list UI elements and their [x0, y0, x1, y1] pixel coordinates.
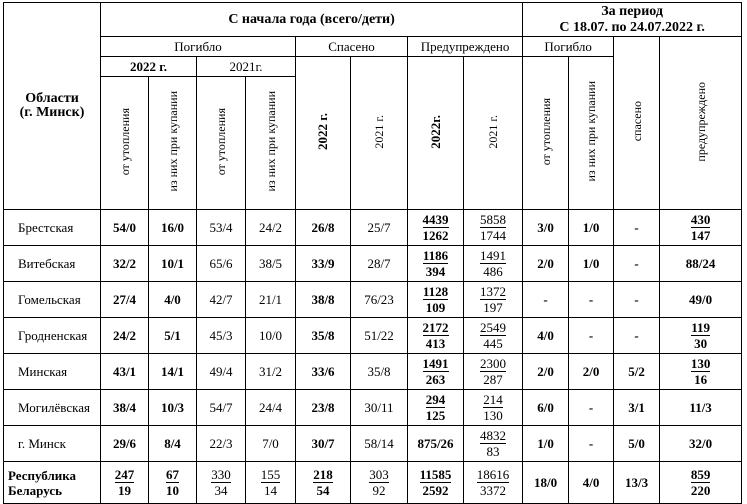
fraction-value: [691, 320, 710, 351]
died-2021-cell: 45/3: [197, 318, 246, 354]
numerator: 2172: [422, 320, 449, 335]
denominator: 92: [372, 483, 386, 498]
denominator: 394: [425, 264, 446, 279]
denominator: 445: [483, 336, 503, 351]
since-year-header: С начала года (всего/дети): [101, 3, 523, 37]
period-saved-cell: 3/1: [614, 390, 660, 426]
prevented-header: Предупреждено: [408, 37, 523, 57]
prevented-2021-header: 2021 г.: [464, 57, 523, 210]
numerator: 155: [260, 467, 281, 482]
period-prevented-cell: [660, 462, 742, 504]
died-header: Погибло: [101, 37, 296, 57]
saved-2021-cell: 58/14: [351, 426, 408, 462]
prevented-2022-cell: [408, 318, 464, 354]
period-header: За период С 18.07. по 24.07.2022 г.: [523, 3, 742, 37]
period-drowning-header: от утопления: [523, 57, 569, 210]
period-died-cell: 1/0: [523, 426, 569, 462]
fraction-value: [420, 467, 452, 498]
denominator: 125: [425, 408, 446, 423]
region-name: Брестская: [4, 210, 101, 246]
fraction-value: [166, 467, 179, 498]
prevented-2022-cell: [408, 390, 464, 426]
region-name: Республика Беларусь: [4, 462, 101, 504]
saved-2021-cell: 30/11: [351, 390, 408, 426]
died-2021-cell: 42/7: [197, 282, 246, 318]
saved-2022-cell: 38/8: [296, 282, 351, 318]
region-name: Витебская: [4, 246, 101, 282]
saved-2022-cell: 30/7: [296, 426, 351, 462]
bathing-2022-cell: 4/0: [149, 282, 197, 318]
numerator: 214: [483, 392, 503, 407]
prevented-2021-cell: [464, 210, 523, 246]
period-saved-cell: 5/2: [614, 354, 660, 390]
saved-2022-cell: 33/9: [296, 246, 351, 282]
saved-2021-cell: 28/7: [351, 246, 408, 282]
period-prevented-cell: 49/0: [660, 282, 742, 318]
region-name: Гродненская: [4, 318, 101, 354]
region-name: г. Минск: [4, 426, 101, 462]
period-died-cell: -: [523, 282, 569, 318]
region-name: Гомельская: [4, 282, 101, 318]
table-row: [4, 318, 742, 354]
bathing-2021-cell: 21/1: [246, 282, 296, 318]
fraction-value: [313, 467, 333, 498]
prevented-2021-cell: [464, 282, 523, 318]
period-bathing-cell: 4/0: [569, 462, 614, 504]
denominator: 263: [425, 372, 446, 387]
period-saved-cell: 5/0: [614, 426, 660, 462]
saved-2021-cell: 25/7: [351, 210, 408, 246]
numerator: 1491: [480, 248, 507, 263]
statistics-table-container: [3, 2, 741, 498]
period-died-cell: 6/0: [523, 390, 569, 426]
period-saved-cell: -: [614, 282, 660, 318]
died-2022-cell: 24/2: [101, 318, 149, 354]
period-bathing-header: из них при купании: [569, 57, 614, 210]
bathing-2022-cell: 10/1: [149, 246, 197, 282]
table-row: [4, 282, 742, 318]
period-died-header: Погибло: [523, 37, 614, 57]
denominator: 2592: [422, 483, 449, 498]
period-prevented-cell: 11/3: [660, 390, 742, 426]
fraction-value: [480, 212, 506, 243]
period-prevented-cell: 88/24: [660, 246, 742, 282]
numerator: 1491: [422, 356, 449, 371]
fraction-value: [480, 428, 506, 459]
numerator: 294: [425, 392, 446, 407]
region-name: Могилёвская: [4, 390, 101, 426]
numerator: 119: [691, 320, 710, 335]
died-2022-cell: 29/6: [101, 426, 149, 462]
numerator: 1128: [422, 284, 449, 299]
numerator: 247: [114, 467, 135, 482]
bathing-2021-cell: 7/0: [246, 426, 296, 462]
saved-2022-header: 2022 г.: [296, 57, 351, 210]
numerator: 67: [166, 467, 179, 482]
saved-2021-cell: [351, 462, 408, 504]
fraction-value: [369, 467, 389, 498]
denominator: 83: [486, 444, 500, 459]
period-bathing-cell: 1/0: [569, 246, 614, 282]
saved-2022-cell: 33/6: [296, 354, 351, 390]
prevented-2022-cell: [408, 282, 464, 318]
saved-2021-cell: 35/8: [351, 354, 408, 390]
table-row: [4, 210, 742, 246]
fraction-value: [691, 212, 711, 243]
saved-2022-cell: 23/8: [296, 390, 351, 426]
period-died-cell: 3/0: [523, 210, 569, 246]
fraction-value: [480, 284, 506, 315]
died-2022-cell: 43/1: [101, 354, 149, 390]
numerator: 430: [690, 212, 711, 227]
saved-2021-cell: 76/23: [351, 282, 408, 318]
numerator: 218: [313, 467, 333, 482]
period-bathing-cell: 2/0: [569, 354, 614, 390]
period-saved-cell: -: [614, 246, 660, 282]
bathing-2021-cell: 24/4: [246, 390, 296, 426]
saved-2021-cell: 51/22: [351, 318, 408, 354]
table-row: [4, 462, 742, 504]
region-name: Минская: [4, 354, 101, 390]
bathing-2021-cell: 38/5: [246, 246, 296, 282]
fraction-value: [261, 467, 281, 498]
period-prevented-cell: [660, 210, 742, 246]
fraction-value: [423, 212, 449, 243]
period-bathing-cell: -: [569, 282, 614, 318]
period-bathing-cell: -: [569, 390, 614, 426]
prevented-2022-cell: 875/26: [408, 426, 464, 462]
numerator: 1372: [480, 284, 507, 299]
bathing-2022-cell: 16/0: [149, 210, 197, 246]
table-row: [4, 246, 742, 282]
period-bathing-cell: -: [569, 318, 614, 354]
died-2022-cell: 54/0: [101, 210, 149, 246]
numerator: 2300: [480, 356, 507, 371]
bathing-2021-cell: 10/0: [246, 318, 296, 354]
died-2022-cell: 32/2: [101, 246, 149, 282]
denominator: 109: [425, 300, 446, 315]
saved-header: Спасено: [296, 37, 408, 57]
died-2021-cell: 53/4: [197, 210, 246, 246]
prevented-2022-cell: [408, 210, 464, 246]
fraction-value: [477, 467, 510, 498]
denominator: 10: [166, 483, 179, 498]
numerator: 859: [690, 467, 711, 482]
period-died-cell: 4/0: [523, 318, 569, 354]
prevented-2022-cell: [408, 462, 464, 504]
fraction-value: [480, 320, 506, 351]
died-2022-drowning-header: от утопления: [101, 77, 149, 210]
died-2021-header: 2021г.: [197, 57, 296, 77]
table-row: [4, 426, 742, 462]
bathing-2021-cell: [246, 462, 296, 504]
bathing-2022-cell: 8/4: [149, 426, 197, 462]
prevented-2021-cell: [464, 318, 523, 354]
period-saved-cell: -: [614, 318, 660, 354]
denominator: 54: [316, 483, 330, 498]
denominator: 486: [483, 264, 503, 279]
region-column-header: Области (г. Минск): [4, 3, 101, 210]
bathing-2021-cell: 31/2: [246, 354, 296, 390]
period-died-cell: 2/0: [523, 246, 569, 282]
period-died-cell: 18/0: [523, 462, 569, 504]
numerator: 2549: [480, 320, 507, 335]
denominator: 34: [214, 483, 228, 498]
fraction-value: [423, 248, 448, 279]
denominator: 287: [483, 372, 503, 387]
period-prevented-cell: 32/0: [660, 426, 742, 462]
prevented-2022-header: 2022г.: [408, 57, 464, 210]
fraction-value: [115, 467, 135, 498]
denominator: 16: [694, 372, 708, 387]
period-saved-cell: -: [614, 210, 660, 246]
numerator: 130: [690, 356, 711, 371]
died-2021-cell: 22/3: [197, 426, 246, 462]
denominator: 1744: [480, 228, 507, 243]
numerator: 4832: [480, 428, 507, 443]
fraction-value: [423, 356, 449, 387]
fraction-value: [691, 467, 711, 498]
prevented-2022-cell: [408, 354, 464, 390]
fraction-value: [423, 284, 448, 315]
fraction-value: [423, 320, 449, 351]
denominator: 130: [483, 408, 503, 423]
prevented-2021-cell: [464, 426, 523, 462]
fraction-value: [483, 392, 503, 423]
denominator: 1262: [422, 228, 449, 243]
period-saved-cell: 13/3: [614, 462, 660, 504]
numerator: 11585: [419, 467, 452, 482]
saved-2022-cell: [296, 462, 351, 504]
denominator: 220: [690, 483, 711, 498]
saved-2021-header: 2021 г.: [351, 57, 408, 210]
saved-2022-cell: 35/8: [296, 318, 351, 354]
prevented-2021-cell: [464, 462, 523, 504]
bathing-2022-cell: 5/1: [149, 318, 197, 354]
table-row: [4, 390, 742, 426]
died-2021-cell: 54/7: [197, 390, 246, 426]
fraction-value: [211, 467, 231, 498]
denominator: 147: [690, 228, 711, 243]
denominator: 197: [483, 300, 503, 315]
period-prevented-header: предупреждено: [660, 37, 742, 210]
fraction-value: [691, 356, 711, 387]
fraction-value: [426, 392, 446, 423]
died-2022-header: 2022 г.: [101, 57, 197, 77]
bathing-2022-cell: 14/1: [149, 354, 197, 390]
period-bathing-cell: 1/0: [569, 210, 614, 246]
denominator: 30: [694, 336, 708, 351]
period-prevented-cell: [660, 318, 742, 354]
period-died-cell: 2/0: [523, 354, 569, 390]
period-bathing-cell: -: [569, 426, 614, 462]
fraction-value: [480, 356, 506, 387]
died-2021-bathing-header: из них при купании: [246, 77, 296, 210]
bathing-2022-cell: 10/3: [149, 390, 197, 426]
fraction-value: [480, 248, 506, 279]
died-2021-cell: 49/4: [197, 354, 246, 390]
drowning-statistics-table: [3, 2, 742, 504]
denominator: 14: [264, 483, 277, 498]
denominator: 3372: [480, 483, 507, 498]
died-2021-drowning-header: от утопления: [197, 77, 246, 210]
numerator: 18616: [476, 467, 510, 482]
period-saved-header: спасено: [614, 37, 660, 210]
prevented-2022-cell: [408, 246, 464, 282]
bathing-2022-cell: [149, 462, 197, 504]
numerator: 5858: [480, 212, 507, 227]
bathing-2021-cell: 24/2: [246, 210, 296, 246]
died-2022-cell: 27/4: [101, 282, 149, 318]
died-2022-cell: [101, 462, 149, 504]
died-2022-cell: 38/4: [101, 390, 149, 426]
died-2022-bathing-header: из них при купании: [149, 77, 197, 210]
saved-2022-cell: 26/8: [296, 210, 351, 246]
numerator: 303: [369, 467, 389, 482]
died-2021-cell: [197, 462, 246, 504]
numerator: 4439: [422, 212, 449, 227]
table-row: [4, 354, 742, 390]
denominator: 19: [118, 483, 131, 498]
denominator: 413: [425, 336, 446, 351]
period-prevented-cell: [660, 354, 742, 390]
numerator: 330: [211, 467, 231, 482]
prevented-2021-cell: [464, 390, 523, 426]
prevented-2021-cell: [464, 354, 523, 390]
died-2021-cell: 65/6: [197, 246, 246, 282]
numerator: 1186: [422, 248, 449, 263]
prevented-2021-cell: [464, 246, 523, 282]
